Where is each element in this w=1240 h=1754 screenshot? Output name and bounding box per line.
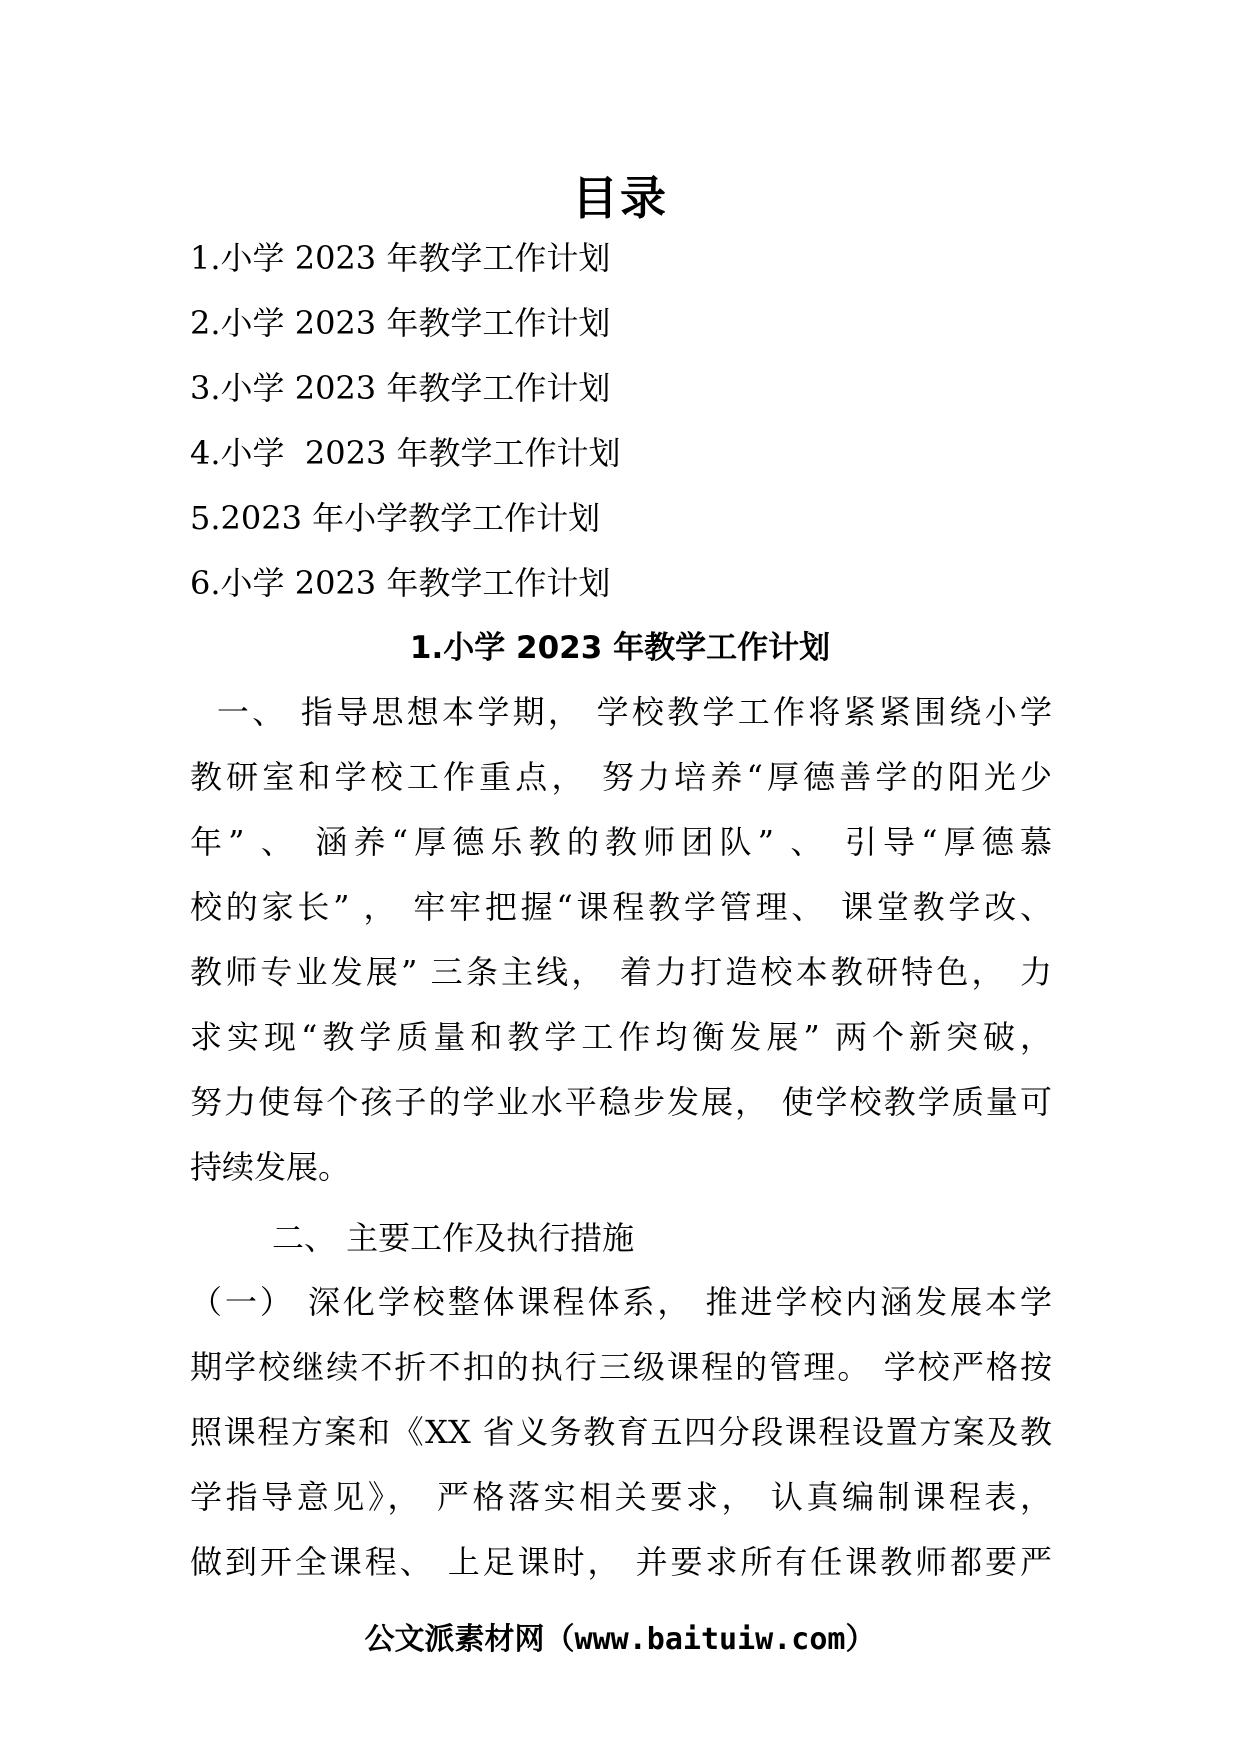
- paragraph-curriculum: [190, 1282, 1052, 1607]
- subheading-main-work: 二、 主要工作及执行措施: [272, 1219, 635, 1257]
- toc-title: 目录: [572, 171, 668, 225]
- paragraph-line: 持续发展。: [190, 1148, 351, 1186]
- footer-url-link[interactable]: （www.baituiw.com）: [544, 1622, 876, 1657]
- paragraph-guiding-thought: [190, 692, 1052, 1212]
- toc-list: [190, 238, 1090, 628]
- footer-watermark: [0, 1620, 1240, 1660]
- paragraph-line: 教师专业发展” 三条主线， 着力打造校本教研特色， 力: [190, 953, 1052, 991]
- paragraph-line: 照课程方案和《XX 省义务教育五四分段课程设置方案及教: [190, 1413, 1052, 1451]
- paragraph-line: 学指导意见》， 严格落实相关要求， 认真编制课程表，: [190, 1478, 1052, 1516]
- paragraph-line: （一） 深化学校整体课程体系， 推进学校内涵发展本学: [190, 1283, 1052, 1321]
- paragraph-line: 求实现“教学质量和教学工作均衡发展” 两个新突破，: [190, 1018, 1052, 1056]
- toc-item[interactable]: 6.小学 2023 年教学工作计划: [190, 564, 611, 602]
- toc-item[interactable]: 4.小学 2023 年教学工作计划: [190, 434, 621, 472]
- paragraph-line: 教研室和学校工作重点， 努力培养“厚德善学的阳光少: [190, 758, 1052, 796]
- paragraph-line: 一、 指导思想本学期， 学校教学工作将紧紧围绕小学: [190, 693, 1052, 731]
- paragraph-line: 期学校继续不折不扣的执行三级课程的管理。 学校严格按: [190, 1348, 1052, 1386]
- paragraph-line: 年” 、 涵养“厚德乐教的教师团队” 、 引导“厚德慕: [190, 823, 1052, 861]
- paragraph-line: 校的家长” ， 牢牢把握“课程教学管理、 课堂教学改、: [190, 888, 1052, 926]
- toc-item[interactable]: 5.2023 年小学教学工作计划: [190, 499, 601, 537]
- footer-site-name: 公文派素材网: [364, 1622, 545, 1657]
- toc-item[interactable]: 2.小学 2023 年教学工作计划: [190, 304, 611, 342]
- paragraph-line: 努力使每个孩子的学业水平稳步发展， 使学校教学质量可: [190, 1083, 1052, 1121]
- toc-item[interactable]: 3.小学 2023 年教学工作计划: [190, 369, 611, 407]
- section-heading: 1.小学 2023 年教学工作计划: [409, 630, 831, 666]
- toc-item[interactable]: 1.小学 2023 年教学工作计划: [190, 239, 611, 277]
- paragraph-line: 做到开全课程、 上足课时， 并要求所有任课教师都要严: [190, 1543, 1052, 1581]
